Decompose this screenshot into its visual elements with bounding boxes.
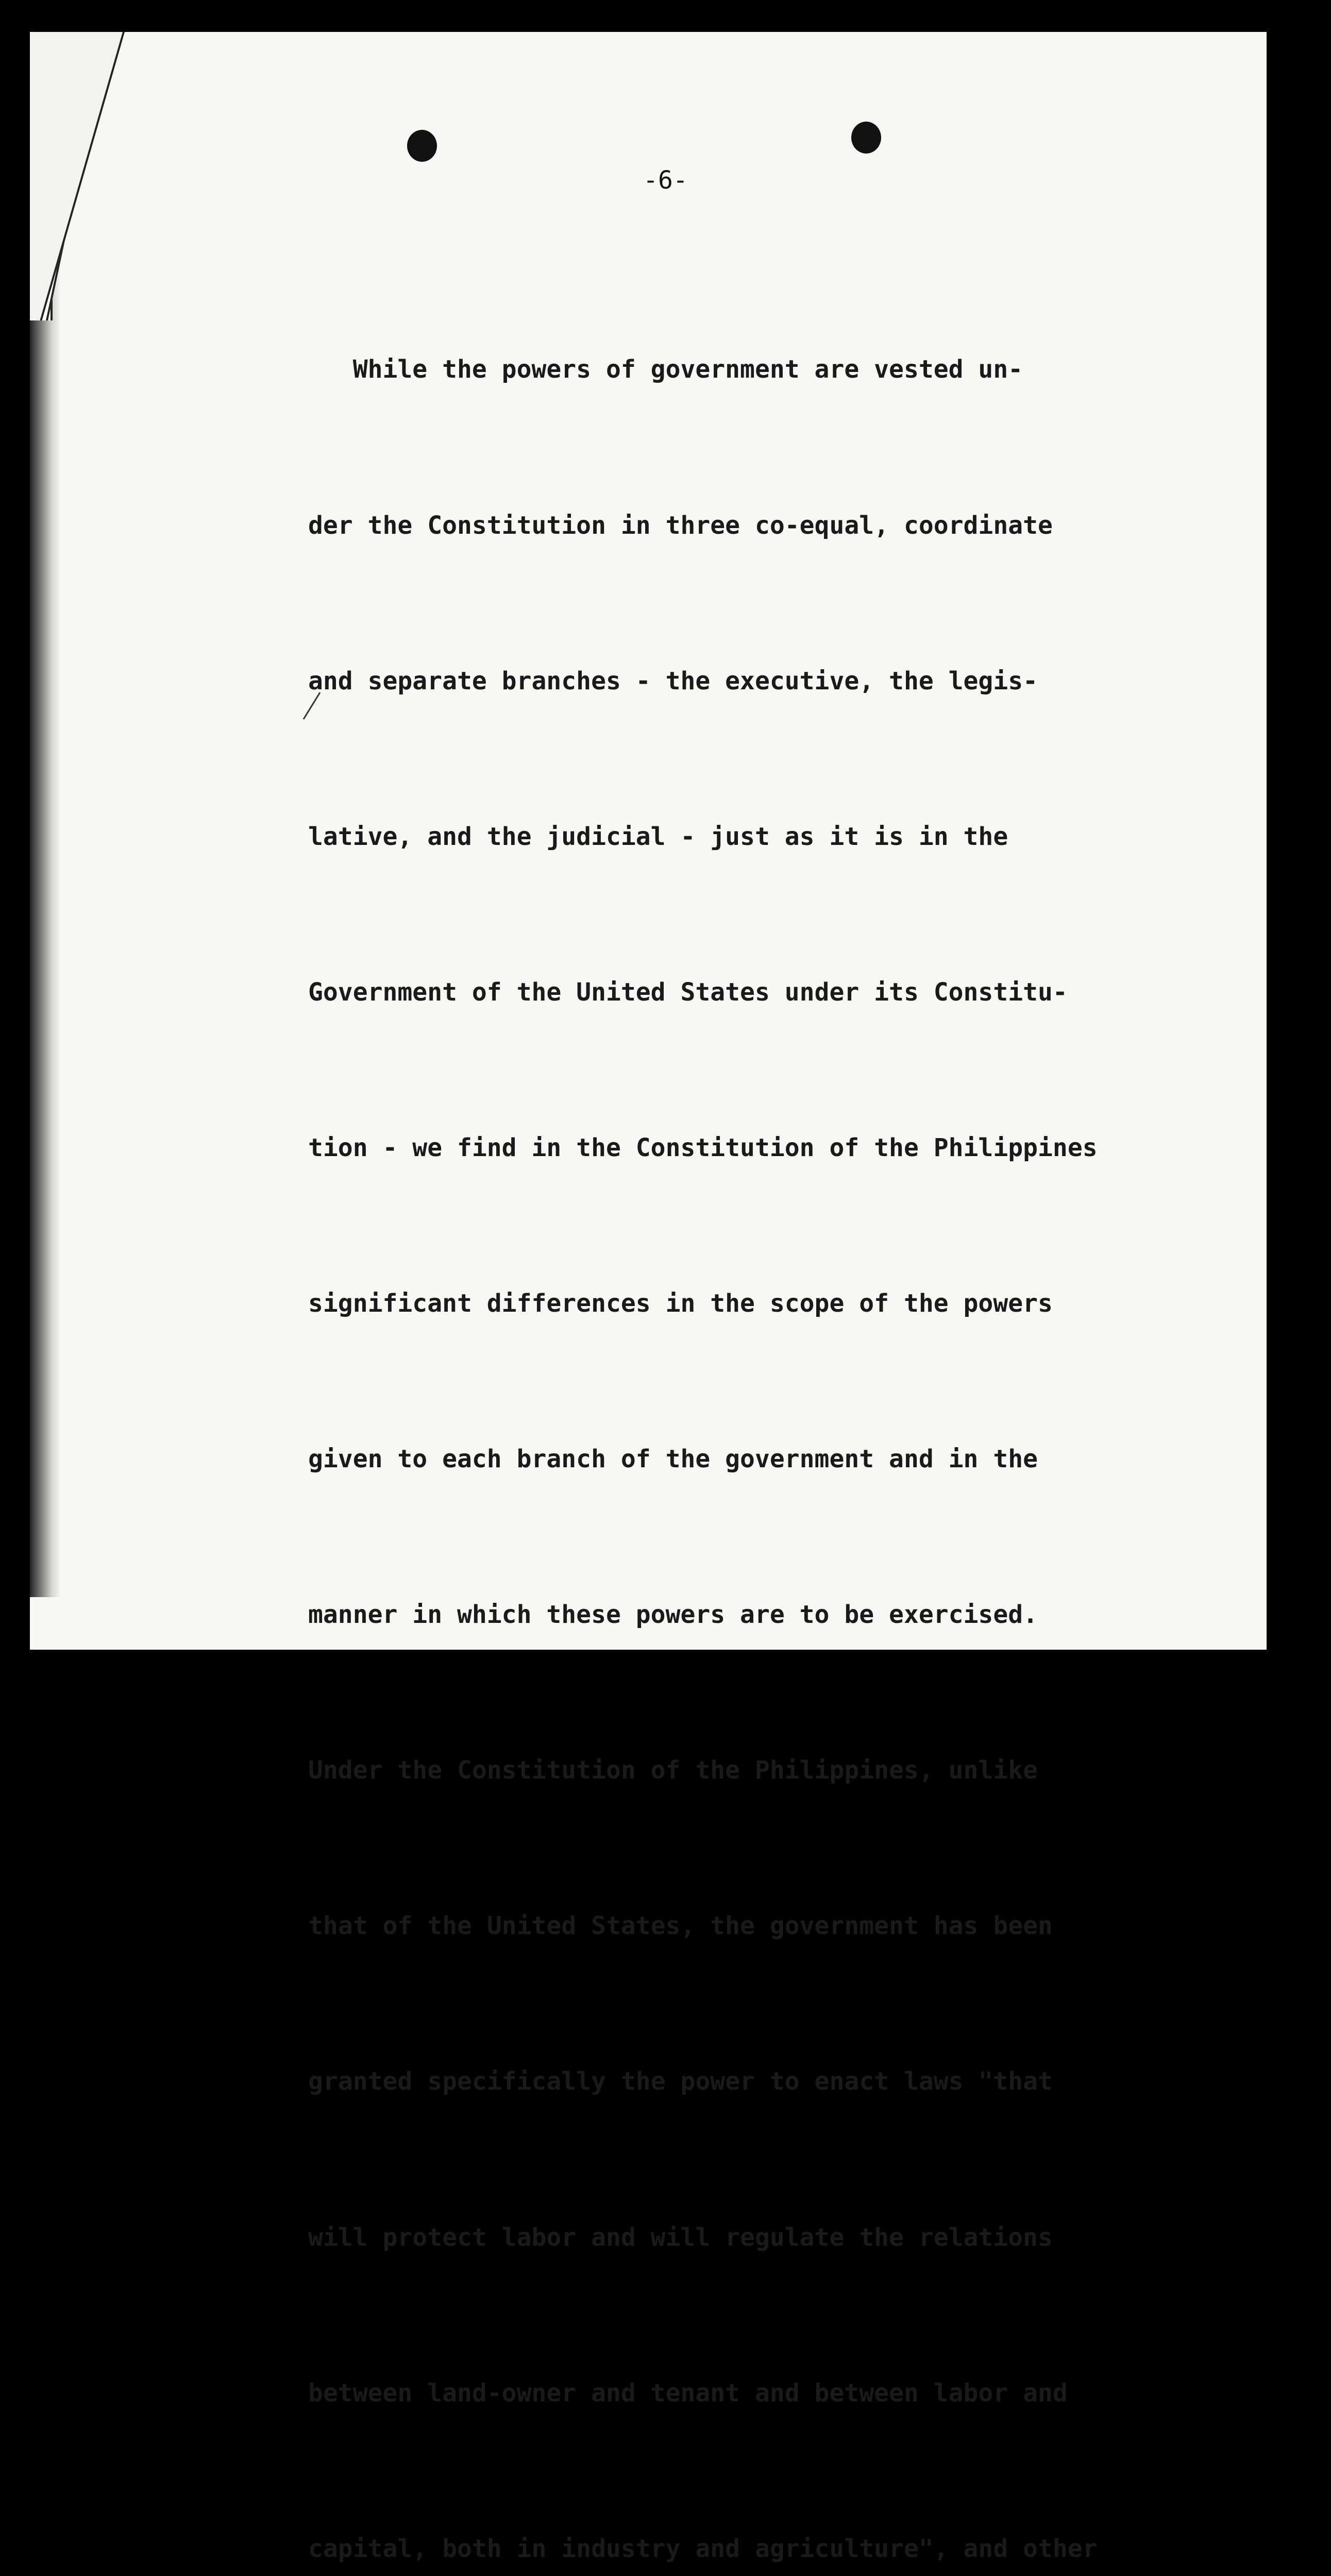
text-line: lative, and the judicial - just as it is in the [308, 822, 1008, 851]
text-line: Under the Constitution of the Philippines, unlike [308, 1756, 1038, 1785]
text-line: der the Constitution in three co-equal, coordinate [308, 511, 1053, 540]
text-line: will protect labor and will regulate the relations [308, 2223, 1053, 2252]
text-line: Government of the United States under its Constitu- [308, 977, 1068, 1007]
text-line: manner in which these powers are to be exercised. [308, 1600, 1038, 1630]
text-line: While the powers of government are vested un- [308, 355, 1023, 384]
text-line: and separate branches - the executive, the legis- [308, 666, 1038, 696]
pencil-mark [301, 690, 322, 721]
text-line: significant differences in the scope of the powers [308, 1289, 1053, 1318]
page-edge-shadow [30, 103, 61, 1597]
text-line: capital, both in industry and agriculture", and other [308, 2534, 1098, 2563]
punch-hole-right [851, 122, 881, 154]
text-line: granted specifically the power to enact laws "that [308, 2067, 1053, 2096]
text-line: tion - we find in the Constitution of the Philippines [308, 1133, 1098, 1162]
page-number: -6- [643, 166, 688, 195]
text-line: that of the United States, the government has been [308, 1911, 1053, 1941]
typewritten-body [308, 240, 1205, 2576]
punch-hole-left [407, 130, 437, 162]
text-line: between land-owner and tenant and between labor and [308, 2378, 1068, 2408]
text-line: given to each branch of the government and in the [308, 1445, 1038, 1474]
